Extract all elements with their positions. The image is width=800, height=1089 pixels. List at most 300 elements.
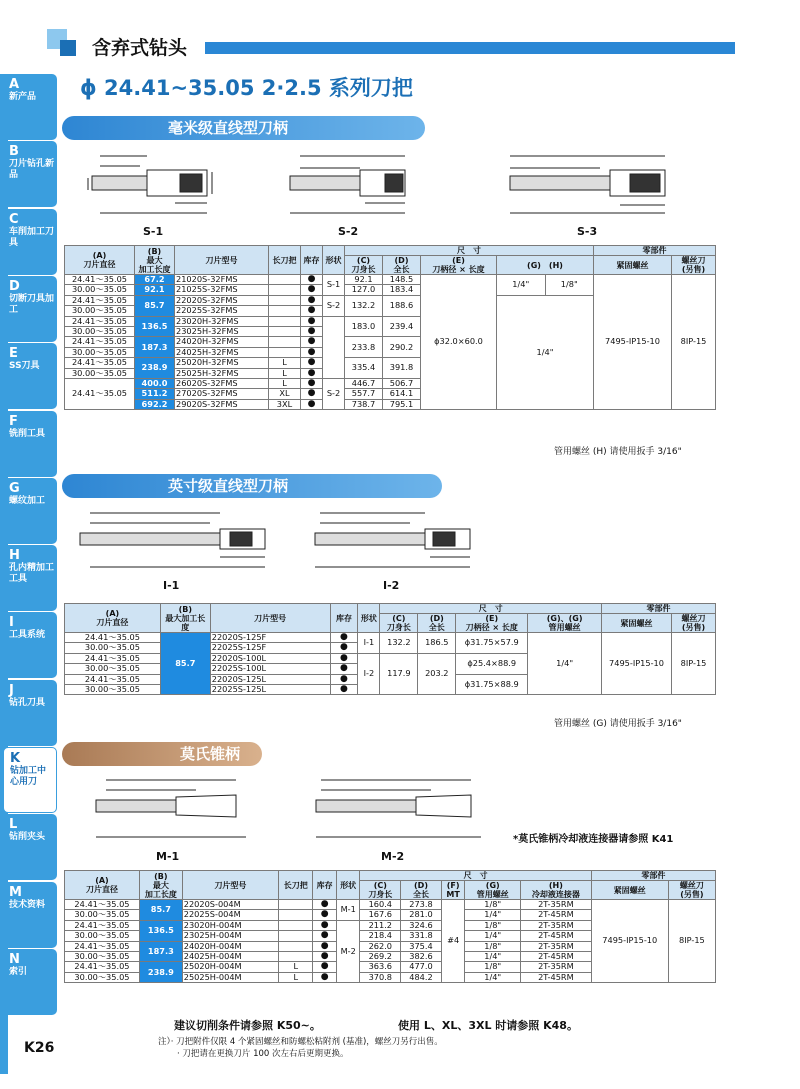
cell-stock: ● (313, 962, 337, 972)
cell-pipe-h: 1/8" (545, 275, 594, 296)
cell-long: L (269, 358, 301, 368)
cell-model: 22020S-125F (210, 633, 330, 643)
cell-insert-dia: 30.00～35.05 (65, 685, 161, 695)
sidebar-tab-label: 刀片钻孔新品 (9, 159, 55, 181)
sidebar-tab-label: 钻削夹头 (9, 832, 46, 843)
cell-insert-dia: 24.41～35.05 (65, 295, 135, 305)
header-driver: 螺丝刀 (另售) (668, 881, 715, 900)
sidebar-tab-label: 钻加工中心用刀 (10, 766, 47, 787)
cell-body-length: 233.8 (345, 337, 383, 358)
sidebar-tab-label: SS刀具 (9, 361, 40, 372)
sidebar-tab-label: 新产品 (9, 92, 37, 102)
cell-stock: ● (301, 379, 323, 389)
cell-overall-length: 484.2 (401, 972, 442, 982)
cell-body-length: 218.4 (360, 931, 401, 941)
cell-insert-dia: 30.00～35.05 (65, 643, 161, 653)
table-note: 管用螺丝 (H) 请使用扳手 3/16" (554, 447, 682, 457)
cell-model: 23020H-32FMS (175, 316, 269, 326)
cell-pipe-g: 1/4" (528, 633, 602, 695)
sidebar-tab-letter: J (9, 682, 14, 698)
cell-insert-dia: 24.41～35.05 (65, 674, 161, 684)
cell-insert-dia: 30.00～35.05 (65, 664, 161, 674)
cell-body-length: 183.0 (345, 316, 383, 337)
cell-insert-dia: 30.00～35.05 (65, 910, 140, 920)
table-note: 管用螺丝 (G) 请使用扳手 3/16" (554, 719, 682, 729)
cell-model: 27020S-32FMS (175, 389, 269, 399)
diagram-m1 (96, 780, 246, 837)
cell-model: 25025H-004M (182, 972, 278, 982)
cell-body-length: 132.2 (380, 633, 418, 654)
cell-shape: I-2 (358, 653, 380, 695)
sidebar-tab-label: 车削加工刀具 (9, 226, 55, 248)
cell-overall-length: 183.4 (383, 285, 421, 295)
header-insert-dia: (A) 刀片直径 (65, 604, 161, 633)
diagram-s2 (290, 156, 405, 213)
cell-clamp-screw: 7495-IP15-10 (602, 633, 672, 695)
cell-pipe-g: 1/4" (497, 295, 594, 409)
cell-insert-dia: 30.00～35.05 (65, 972, 140, 982)
table-header-row (65, 246, 716, 256)
cell-insert-dia: 30.00～35.05 (65, 952, 140, 962)
cell-model: 29020S-32FMS (175, 399, 269, 409)
header-body-length: (C) 刀身长 (360, 881, 401, 900)
cell-long: L (279, 962, 313, 972)
section-title: 莫氏锥柄 (180, 745, 241, 763)
cell-overall-length: 186.5 (418, 633, 456, 654)
cell-shank-size: ϕ25.4×88.9 (456, 653, 528, 674)
cell-coolant-connector: 2T-45RM (521, 931, 592, 941)
cell-long: L (269, 379, 301, 389)
cell-long (269, 337, 301, 347)
cell-insert-dia: 30.00～35.05 (65, 285, 135, 295)
cell-insert-dia: 30.00～35.05 (65, 347, 135, 357)
cell-insert-dia: 30.00～35.05 (65, 327, 135, 337)
header-clamp-screw: 紧固螺丝 (602, 614, 672, 633)
cell-model: 23025H-004M (182, 931, 278, 941)
header-clamp-screw: 紧固螺丝 (591, 881, 668, 900)
sidebar-tab-letter: I (9, 615, 14, 631)
sidebar-tab-letter: B (9, 144, 19, 160)
section-band-mm (62, 116, 425, 140)
diagram-i1 (80, 513, 265, 567)
cell-max-depth: 238.9 (135, 358, 175, 379)
table-row (65, 900, 716, 910)
header-parts: 零部件 (591, 871, 715, 881)
cell-insert-dia: 24.41～35.05 (65, 900, 140, 910)
cell-body-length: 370.8 (360, 972, 401, 982)
sidebar-tab-d[interactable] (3, 276, 57, 342)
header-parts: 零部件 (602, 604, 716, 614)
sidebar-tab-letter: K (10, 751, 21, 766)
cell-model: 21025S-32FMS (175, 285, 269, 295)
cell-overall-length: 281.0 (401, 910, 442, 920)
cell-stock: ● (301, 347, 323, 357)
cell-model: 22020S-125L (210, 674, 330, 684)
header-overall-length: (D) 全长 (418, 614, 456, 633)
cell-stock: ● (301, 389, 323, 399)
sidebar-tab-label: 工具系统 (9, 630, 46, 641)
header-deco-square-dark (60, 40, 76, 56)
cell-stock: ● (301, 275, 323, 285)
header-body-length: (C) 刀身长 (380, 614, 418, 633)
header-max-depth: (B) 最大 加工长度 (135, 246, 175, 275)
sidebar-tab-h[interactable] (3, 545, 57, 611)
sidebar-tab-label: 索引 (9, 966, 28, 977)
cell-long (269, 275, 301, 285)
cell-long (269, 285, 301, 295)
sidebar-tab-label: 螺纹加工 (9, 495, 46, 506)
cell-long (279, 941, 313, 951)
header-model: 刀片型号 (182, 871, 278, 900)
sidebar-tab-f[interactable] (3, 411, 57, 477)
diagram-label: I-2 (383, 579, 400, 592)
header-size: 尺 寸 (345, 246, 594, 256)
header-mt: (F) MT (441, 881, 465, 900)
cell-stock: ● (313, 972, 337, 982)
header-title: 含弃式钻头 (92, 37, 188, 59)
cell-model: 25025H-32FMS (175, 368, 269, 378)
cell-stock: ● (301, 316, 323, 326)
cell-stock: ● (301, 368, 323, 378)
diagram-m2 (316, 780, 481, 837)
cell-insert-dia: 24.41～35.05 (65, 358, 135, 368)
header-driver: 螺丝刀 (另售) (672, 256, 716, 275)
cell-pipe-screw: 1/8" (465, 962, 521, 972)
cell-overall-length: 331.8 (401, 931, 442, 941)
table-mm-shanks (64, 245, 716, 410)
cell-stock: ● (313, 941, 337, 951)
cell-coolant-connector: 2T-35RM (521, 962, 592, 972)
header-long: 长刀把 (279, 871, 313, 900)
cell-max-depth: 136.5 (135, 316, 175, 337)
diagram-i2 (315, 513, 470, 567)
diagram-label: S-3 (577, 225, 598, 238)
cell-body-length: 363.6 (360, 962, 401, 972)
cell-stock: ● (301, 295, 323, 305)
sidebar-tab-letter: N (9, 951, 20, 967)
cell-body-length: 117.9 (380, 653, 418, 695)
header-stock: 库存 (301, 246, 323, 275)
cell-shape: S-1 (323, 275, 345, 296)
cell-long: XL (269, 389, 301, 399)
long-shank-ref: 使用 L、XL、3XL 时请参照 K48。 (398, 1019, 578, 1032)
cell-insert-dia: 24.41～35.05 (65, 316, 135, 326)
cell-long (269, 316, 301, 326)
page-number: K26 (24, 1040, 55, 1056)
cell-long: L (279, 972, 313, 982)
sidebar-tab-g[interactable] (3, 478, 57, 544)
cell-coolant-connector: 2T-45RM (521, 952, 592, 962)
diagram-s3 (510, 156, 665, 213)
cell-insert-dia: 30.00～35.05 (65, 306, 135, 316)
cell-driver: 8IP-15 (668, 900, 715, 983)
sidebar-tab-b[interactable] (3, 141, 57, 207)
cell-max-depth: 187.3 (139, 941, 182, 962)
cell-mt: #4 (441, 900, 465, 983)
cell-model: 23025H-32FMS (175, 327, 269, 337)
inch-shank-diagrams (70, 505, 490, 577)
cell-body-length: 160.4 (360, 900, 401, 910)
cell-shank-size: ϕ31.75×57.9 (456, 633, 528, 654)
header-parts: 零部件 (594, 246, 716, 256)
cell-model: 22025S-100L (210, 664, 330, 674)
cell-shape: S-2 (323, 379, 345, 410)
cell-overall-length: 614.1 (383, 389, 421, 399)
cell-max-depth: 692.2 (135, 399, 175, 409)
diagram-s1 (88, 156, 212, 213)
cell-max-depth: 85.7 (135, 295, 175, 316)
cell-overall-length: 188.6 (383, 295, 421, 316)
cell-shape: M-1 (336, 900, 360, 921)
cell-insert-dia: 24.41～35.05 (65, 920, 140, 930)
sidebar-tab-letter: H (9, 548, 20, 564)
cell-stock: ● (301, 358, 323, 368)
diagram-label: S-1 (143, 225, 164, 238)
cell-model: 22025S-32FMS (175, 306, 269, 316)
cell-pipe-screw: 1/4" (465, 972, 521, 982)
cell-stock: ● (330, 664, 358, 674)
cell-stock: ● (301, 327, 323, 337)
diagram-label: I-1 (163, 579, 180, 592)
sidebar-tab-label: 孔内精加工工具 (9, 563, 55, 585)
header-shape: 形状 (323, 246, 345, 275)
cell-insert-dia: 24.41～35.05 (65, 633, 161, 643)
cell-pipe-screw: 1/8" (465, 941, 521, 951)
cell-max-depth: 511.2 (135, 389, 175, 399)
cell-stock: ● (330, 674, 358, 684)
section-title: 英寸级直线型刀柄 (168, 477, 289, 495)
cell-model: 22020S-100L (210, 653, 330, 663)
cell-insert-dia: 30.00～35.05 (65, 931, 140, 941)
cell-overall-length: 148.5 (383, 275, 421, 285)
sidebar-tab-letter: L (9, 817, 18, 833)
cell-coolant-connector: 2T-35RM (521, 900, 592, 910)
sidebar-tab-c[interactable] (3, 209, 57, 275)
sidebar-tab-label: 切断刀具加工 (9, 293, 55, 315)
cell-model: 25020H-004M (182, 962, 278, 972)
cell-max-depth: 85.7 (139, 900, 182, 921)
cell-insert-dia: 24.41～35.05 (65, 337, 135, 347)
cell-overall-length: 290.2 (383, 337, 421, 358)
header-shank-size: (E) 刀柄径 × 长度 (456, 614, 528, 633)
sidebar-tab-label: 技术资料 (9, 899, 46, 910)
header-stock: 库存 (330, 604, 358, 633)
cell-pipe-screw: 1/4" (465, 952, 521, 962)
mm-shank-diagrams (80, 148, 730, 240)
cell-long: 3XL (269, 399, 301, 409)
diagram-label: M-2 (381, 850, 405, 863)
cell-model: 24020H-004M (182, 941, 278, 951)
cell-stock: ● (301, 337, 323, 347)
cell-overall-length: 382.6 (401, 952, 442, 962)
cell-pipe-screw: 1/8" (465, 900, 521, 910)
sidebar-tab-letter: A (9, 77, 20, 92)
header-model: 刀片型号 (210, 604, 330, 633)
cell-overall-length: 239.4 (383, 316, 421, 337)
cell-model: 22020S-32FMS (175, 295, 269, 305)
cell-coolant-connector: 2T-45RM (521, 910, 592, 920)
section-band-inch (62, 474, 442, 498)
cell-stock: ● (313, 910, 337, 920)
cell-body-length: 738.7 (345, 399, 383, 409)
header-insert-dia: (A) 刀片直径 (65, 871, 140, 900)
sidebar-tab-label: 铣削工具 (9, 428, 46, 439)
header-insert-dia: (A) 刀片直径 (65, 246, 135, 275)
cell-overall-length: 477.0 (401, 962, 442, 972)
cell-coolant-connector: 2T-45RM (521, 972, 592, 982)
cell-insert-dia: 24.41～35.05 (65, 379, 135, 410)
sidebar-tab-k[interactable] (3, 747, 57, 813)
header-driver: 螺丝刀 (另售) (671, 614, 715, 633)
footnote: 注）· 刀把附件仅限 4 个紧固螺丝和防螺松粘附剂 (基准)，螺丝刀另行出售。 (158, 1037, 443, 1047)
cell-overall-length: 375.4 (401, 941, 442, 951)
cell-stock: ● (313, 920, 337, 930)
cell-model: 22025S-004M (182, 910, 278, 920)
cell-pipe-screw: 1/4" (465, 931, 521, 941)
cell-max-depth: 136.5 (139, 920, 182, 941)
cell-stock: ● (301, 306, 323, 316)
sidebar-tab-l[interactable] (3, 814, 57, 880)
cell-driver: 8IP-15 (671, 633, 715, 695)
sidebar-tab-a[interactable] (3, 74, 57, 140)
cell-stock: ● (313, 900, 337, 910)
cell-insert-dia: 24.41～35.05 (65, 275, 135, 285)
morse-diagrams (86, 775, 506, 845)
page-title: ϕ 24.41~35.05 2·2.5 系列刀把 (80, 76, 413, 100)
cell-shape: M-2 (336, 920, 360, 982)
table-inch-shanks (64, 603, 716, 695)
table-row (65, 275, 716, 285)
cell-long (279, 900, 313, 910)
cell-max-depth: 85.7 (160, 633, 210, 695)
section-band-morse (62, 742, 262, 766)
cell-body-length: 127.0 (345, 285, 383, 295)
cell-stock: ● (301, 399, 323, 409)
sidebar-tab-label: 钻孔刀具 (9, 697, 46, 708)
cell-long (269, 295, 301, 305)
cell-model: 22025S-125L (210, 685, 330, 695)
cell-stock: ● (313, 931, 337, 941)
cell-model: 22020S-004M (182, 900, 278, 910)
cell-body-length: 335.4 (345, 358, 383, 379)
sidebar-tab-letter: F (9, 413, 18, 429)
cell-stock: ● (330, 633, 358, 643)
cell-stock: ● (313, 952, 337, 962)
cell-model: 25020H-32FMS (175, 358, 269, 368)
cell-body-length: 92.1 (345, 275, 383, 285)
cell-insert-dia: 30.00～35.05 (65, 368, 135, 378)
section-title: 毫米级直线型刀柄 (168, 119, 289, 137)
cell-body-length: 557.7 (345, 389, 383, 399)
sidebar-tab-letter: D (9, 278, 20, 294)
header-pipe-screws: (G)、(G) 管用螺丝 (528, 614, 602, 633)
cutting-conditions-ref: 建议切削条件请参照 K50~。 (174, 1019, 321, 1032)
cell-model: 22025S-125F (210, 643, 330, 653)
cell-body-length: 132.2 (345, 295, 383, 316)
cell-insert-dia: 24.41～35.05 (65, 653, 161, 663)
cell-driver: 8IP-15 (672, 275, 716, 410)
cell-model: 23020H-004M (182, 920, 278, 930)
header-shape: 形状 (358, 604, 380, 633)
table-header-row (65, 871, 716, 881)
cell-pipe-g: 1/4" (497, 275, 546, 296)
cell-coolant-connector: 2T-35RM (521, 920, 592, 930)
cell-insert-dia: 24.41～35.05 (65, 962, 140, 972)
cell-body-length: 269.2 (360, 952, 401, 962)
cell-shape (323, 316, 345, 378)
header-size: 尺 寸 (360, 871, 591, 881)
cell-long (279, 920, 313, 930)
cell-long (269, 327, 301, 337)
header-max-depth: (B) 最大 加工长度 (139, 871, 182, 900)
diagram-label: S-2 (338, 225, 359, 238)
cell-body-length: 262.0 (360, 941, 401, 951)
cell-long (269, 306, 301, 316)
cell-overall-length: 795.1 (383, 399, 421, 409)
header-overall-length: (D) 全长 (383, 256, 421, 275)
cell-body-length: 446.7 (345, 379, 383, 389)
cell-shank-size: ϕ31.75×88.9 (456, 674, 528, 695)
sidebar-tab-m[interactable] (3, 882, 57, 948)
cell-long (279, 952, 313, 962)
cell-coolant-connector: 2T-35RM (521, 941, 592, 951)
cell-stock: ● (301, 285, 323, 295)
cell-stock: ● (330, 643, 358, 653)
diagram-label: M-1 (156, 850, 180, 863)
sidebar-tab-n[interactable] (3, 949, 57, 1015)
cell-overall-length: 506.7 (383, 379, 421, 389)
header-shank-size: (E) 刀柄径 × 长度 (421, 256, 497, 275)
cell-stock: ● (330, 685, 358, 695)
cell-clamp-screw: 7495-IP15-10 (591, 900, 668, 983)
sidebar-tab-i[interactable] (3, 612, 57, 678)
header-shape: 形状 (336, 871, 360, 900)
sidebar-tab-letter: E (9, 346, 18, 362)
header-overall-length: (D) 全长 (401, 881, 442, 900)
header-pipe-screws: (G) (H) (497, 256, 594, 275)
sidebar-tab-j[interactable] (3, 680, 57, 746)
header-stock: 库存 (313, 871, 337, 900)
header-body-length: (C) 刀身长 (345, 256, 383, 275)
table-row (65, 633, 716, 643)
sidebar-tab-letter: G (9, 480, 20, 496)
cell-model: 24025H-32FMS (175, 347, 269, 357)
cell-model: 26020S-32FMS (175, 379, 269, 389)
sidebar-tab-e[interactable] (3, 343, 57, 409)
header-max-depth: (B) 最大加工长度 (160, 604, 210, 633)
cell-shape: I-1 (358, 633, 380, 654)
cell-max-depth: 67.2 (135, 275, 175, 285)
cell-shape: S-2 (323, 295, 345, 316)
cell-max-depth: 400.0 (135, 379, 175, 389)
cell-model: 24020H-32FMS (175, 337, 269, 347)
cell-max-depth: 92.1 (135, 285, 175, 295)
cell-insert-dia: 24.41～35.05 (65, 941, 140, 951)
cell-stock: ● (330, 653, 358, 663)
cell-model: 21020S-32FMS (175, 275, 269, 285)
sidebar-tab-letter: C (9, 211, 19, 227)
table-morse-taper (64, 870, 716, 983)
header-long: 长刀把 (269, 246, 301, 275)
cell-overall-length: 324.6 (401, 920, 442, 930)
cell-overall-length: 273.8 (401, 900, 442, 910)
header-rule (205, 42, 735, 54)
cell-max-depth: 187.3 (135, 337, 175, 358)
cell-overall-length: 203.2 (418, 653, 456, 695)
header-coolant-connector: (H) 冷却液连接器 (521, 881, 592, 900)
header-pipe-screw: (G) 管用螺丝 (465, 881, 521, 900)
cell-pipe-screw: 1/8" (465, 920, 521, 930)
